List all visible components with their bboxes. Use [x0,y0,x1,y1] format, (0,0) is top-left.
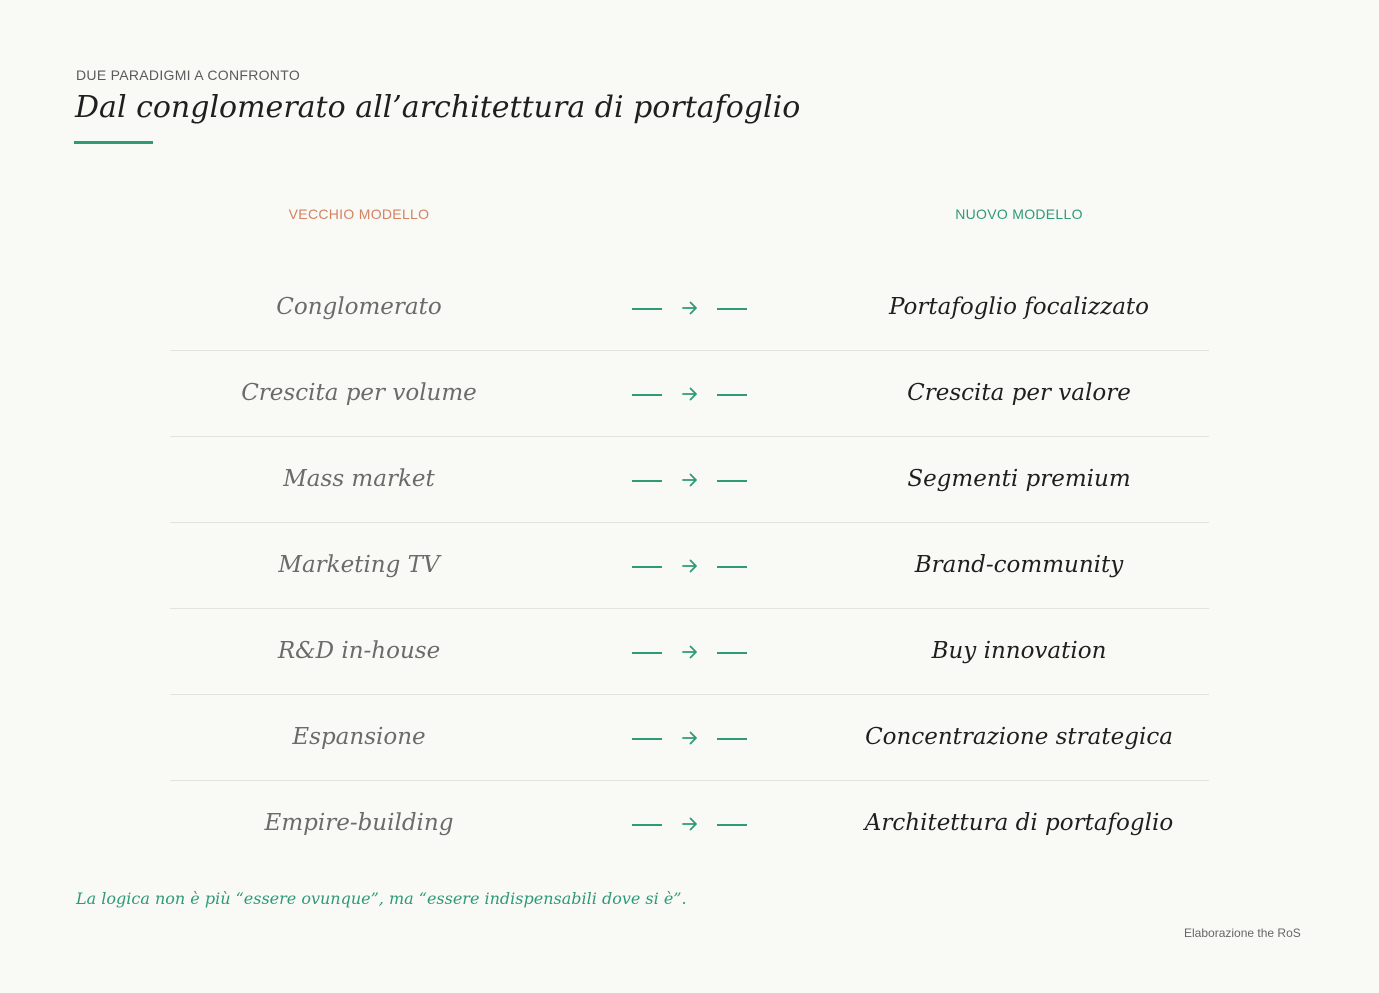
connector-line [632,480,662,482]
connector-line [632,824,662,826]
row-connector [631,298,748,318]
connector-line [717,394,747,396]
connector-line [632,308,662,310]
arrow-right-icon [681,643,699,661]
new-model-item: Architettura di portafoglio [864,810,1174,836]
old-model-header: VECCHIO MODELLO [288,206,430,222]
old-model-item: Conglomerato [276,294,442,320]
new-model-item: Concentrazione strategica [865,724,1173,750]
row-connector [631,814,748,834]
new-model-item: Portafoglio focalizzato [889,294,1149,320]
connector-line [632,652,662,654]
old-model-item: Empire-building [264,810,454,836]
connector-line [632,738,662,740]
row-connector [631,384,748,404]
arrow-right-icon [681,557,699,575]
page-title: Dal conglomerato all’architettura di portafoglio [75,90,801,125]
comparison-row [170,781,1209,866]
old-model-item: Espansione [292,724,426,750]
row-connector [631,470,748,490]
comparison-row [170,523,1209,609]
comparison-row [170,437,1209,523]
connector-line [717,652,747,654]
connector-line [717,738,747,740]
old-model-item: R&D in-house [277,638,441,664]
old-model-item: Crescita per volume [241,380,477,406]
new-model-header: NUOVO MODELLO [955,206,1083,222]
connector-line [632,566,662,568]
new-model-item: Crescita per valore [907,380,1131,406]
comparison-table [170,265,1209,866]
title-underline [74,141,153,144]
old-model-item: Marketing TV [278,552,440,578]
connector-line [632,394,662,396]
old-model-item: Mass market [283,466,435,492]
arrow-right-icon [681,471,699,489]
connector-line [717,308,747,310]
eyebrow-label: DUE PARADIGMI A CONFRONTO [76,67,301,83]
comparison-row [170,351,1209,437]
new-model-item: Segmenti premium [907,466,1131,492]
connector-line [717,566,747,568]
footnote-quote: La logica non è più “essere ovunque”, ma “essere indispensabili dove si è”. [76,889,687,908]
connector-line [717,824,747,826]
new-model-item: Brand-community [914,552,1124,578]
arrow-right-icon [681,815,699,833]
connector-line [717,480,747,482]
arrow-right-icon [681,299,699,317]
source-credit: Elaborazione the RoS [1184,926,1301,940]
comparison-row [170,695,1209,781]
row-connector [631,728,748,748]
row-connector [631,642,748,662]
arrow-right-icon [681,729,699,747]
new-model-item: Buy innovation [931,638,1107,664]
comparison-row [170,265,1209,351]
comparison-row [170,609,1209,695]
arrow-right-icon [681,385,699,403]
row-connector [631,556,748,576]
